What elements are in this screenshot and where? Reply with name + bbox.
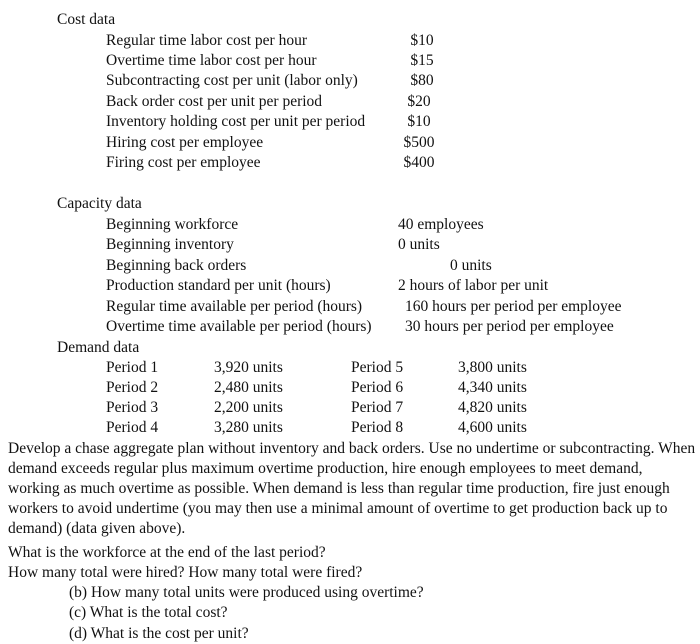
capacity-value-production-standard: 2 hours of labor per unit: [398, 277, 549, 294]
capacity-label-regular-time-available: Regular time available per period (hours): [106, 298, 363, 315]
cost-value-hiring: $500: [403, 134, 435, 151]
cost-label-subcontracting: Subcontracting cost per unit (labor only): [106, 72, 358, 89]
demand-data-heading: Demand data: [57, 339, 140, 356]
cost-label-overtime: Overtime time labor cost per hour: [106, 52, 317, 69]
question-b-overtime-units: (b) How many total units were produced using overtime?: [69, 584, 424, 601]
cost-value-subcontracting: $80: [410, 72, 434, 89]
cost-label-back-order: Back order cost per unit per period: [106, 93, 323, 110]
demand-period-value: 3,920 units: [214, 359, 283, 376]
capacity-value-beginning-workforce: 40 employees: [398, 216, 484, 233]
cost-data-heading: Cost data: [57, 11, 116, 28]
demand-period-value: 2,480 units: [214, 379, 283, 396]
capacity-value-regular-time-available: 160 hours per period per employee: [405, 298, 622, 315]
cost-value-back-order: $20: [407, 93, 431, 110]
demand-period-label: Period 3: [106, 399, 159, 416]
question-hired-fired: How many total were hired? How many total were fired?: [8, 564, 363, 581]
cost-value-overtime: $15: [410, 52, 434, 69]
capacity-value-beginning-inventory: 0 units: [398, 236, 440, 253]
cost-label-inventory-holding: Inventory holding cost per unit per period: [106, 113, 366, 130]
question-d-cost-per-unit: (d) What is the cost per unit?: [69, 625, 249, 642]
capacity-data-heading: Capacity data: [57, 195, 142, 212]
demand-period-label: Period 6: [351, 379, 404, 396]
cost-value-inventory-holding: $10: [407, 113, 431, 130]
demand-period-label: Period 4: [106, 419, 159, 436]
demand-period-value: 2,200 units: [214, 399, 283, 416]
demand-period-value: 4,600 units: [458, 419, 527, 436]
demand-period-label: Period 7: [351, 399, 404, 416]
demand-period-label: Period 1: [106, 359, 159, 376]
cost-value-firing: $400: [403, 154, 435, 171]
cost-value-regular-time: $10: [410, 32, 434, 49]
capacity-label-overtime-available: Overtime time available per period (hours): [106, 318, 372, 335]
demand-period-value: 4,820 units: [458, 399, 527, 416]
question-c-total-cost: (c) What is the total cost?: [69, 604, 228, 621]
instructions-paragraph: Develop a chase aggregate plan without inventory and back orders. Use no undertime or subcontracting. When demand exceeds regular plus maximum overtime production, hire enough employees to meet demand, working as much overtime as possible. When demand is less than regular time production, fire just enough workers to avoid undertime (you may then use a minimal amount of overtime to get production back up to demand) (data given above).: [8, 440, 696, 537]
demand-period-label: Period 8: [351, 419, 404, 436]
capacity-value-beginning-back-orders: 0 units: [450, 257, 492, 274]
capacity-label-beginning-inventory: Beginning inventory: [106, 236, 234, 253]
question-workforce: What is the workforce at the end of the last period?: [8, 544, 326, 561]
demand-period-value: 3,280 units: [214, 419, 283, 436]
cost-label-firing: Firing cost per employee: [106, 154, 261, 171]
demand-period-value: 4,340 units: [458, 379, 527, 396]
cost-label-hiring: Hiring cost per employee: [106, 134, 264, 151]
demand-period-label: Period 5: [351, 359, 404, 376]
cost-label-regular-time: Regular time labor cost per hour: [106, 32, 308, 49]
demand-period-label: Period 2: [106, 379, 159, 396]
capacity-label-beginning-back-orders: Beginning back orders: [106, 257, 247, 274]
capacity-label-production-standard: Production standard per unit (hours): [106, 277, 331, 294]
demand-period-value: 3,800 units: [458, 359, 527, 376]
capacity-value-overtime-available: 30 hours per period per employee: [405, 318, 614, 335]
capacity-label-beginning-workforce: Beginning workforce: [106, 216, 239, 233]
